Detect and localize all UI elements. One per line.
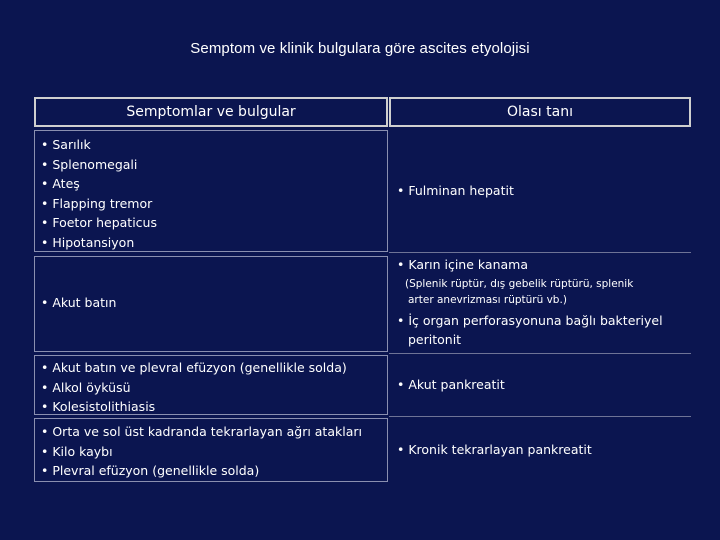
row-divider bbox=[389, 353, 691, 354]
symptom-item: • Kilo kaybı bbox=[41, 443, 113, 459]
symptom-item: • Ateş bbox=[41, 176, 80, 191]
symptom-cell-3 bbox=[34, 355, 388, 415]
diagnosis-2-note-line2: arter anevrizması rüptürü vb.) bbox=[408, 294, 567, 306]
diagnosis-4: • Kronik tekrarlayan pankreatit bbox=[397, 442, 592, 457]
symptom-item: • Flapping tremor bbox=[41, 195, 153, 211]
symptom-item: • Kolesistolithiasis bbox=[41, 399, 156, 414]
diagnosis-2b-line1: • İç organ perforasyonuna bağlı bakteriyel bbox=[397, 313, 663, 328]
slide-title: Semptom ve klinik bulgulara göre ascites etyolojisi bbox=[190, 40, 530, 57]
header-diagnosis: Olası tanı bbox=[389, 97, 691, 127]
diagnosis-2: • Karın içine kanama bbox=[397, 257, 528, 272]
symptom-item: • Plevral efüzyon (genellikle solda) bbox=[41, 463, 260, 478]
symptom-item: • Foetor hepaticus bbox=[41, 215, 157, 230]
symptom-cell-2 bbox=[34, 256, 388, 352]
symptom-cell-1 bbox=[34, 130, 388, 252]
symptom-item: • Orta ve sol üst kadranda tekrarlayan ağrı atakları bbox=[41, 424, 362, 439]
diagnosis-3: • Akut pankreatit bbox=[397, 377, 505, 392]
symptom-cell-4 bbox=[34, 418, 388, 482]
row-divider bbox=[389, 416, 691, 417]
symptom-item: • Akut batın ve plevral efüzyon (genellikle solda) bbox=[41, 360, 347, 375]
symptom-item: • Splenomegali bbox=[41, 156, 138, 172]
diagnosis-2-note-line1: (Splenik rüptür, dış gebelik rüptürü, splenik bbox=[405, 278, 634, 290]
symptom-item: • Sarılık bbox=[41, 137, 91, 152]
symptom-item: • Alkol öyküsü bbox=[41, 379, 131, 395]
row-divider bbox=[389, 252, 691, 253]
diagnosis-2b-line2: peritonit bbox=[408, 332, 462, 347]
symptom-item: • Hipotansiyon bbox=[41, 234, 135, 250]
diagnosis-1: • Fulminan hepatit bbox=[397, 183, 514, 198]
symptom-item: • Akut batın bbox=[41, 295, 117, 310]
header-symptoms: Semptomlar ve bulgular bbox=[34, 97, 388, 127]
